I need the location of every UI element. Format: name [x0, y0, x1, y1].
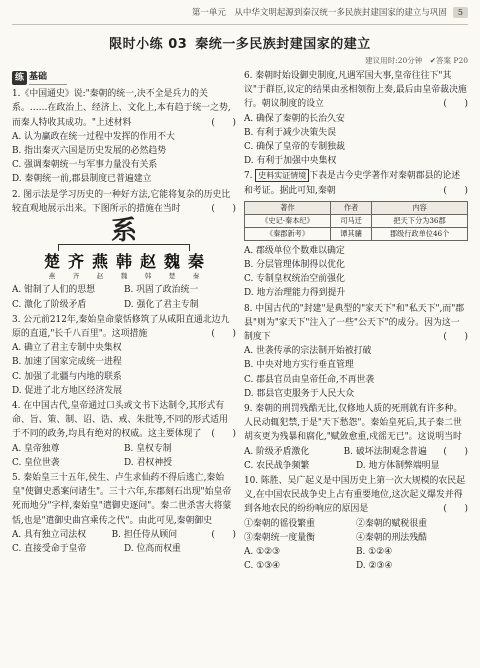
table-row — [245, 214, 468, 227]
q7-option-c[interactable]: C. 专制皇权统治空前强化 — [244, 274, 345, 285]
q10-item-2: ②秦朝的赋税很重 — [356, 518, 427, 529]
character-state-labels — [12, 269, 236, 283]
q1-option-b[interactable]: B. 指出秦灭六国是历史发展的必然趋势 — [12, 146, 167, 157]
q10-option-c[interactable]: C. ①③④ — [244, 561, 280, 572]
q2-options-row2 — [12, 298, 236, 312]
q3-option-c[interactable]: C. 加强了北疆与内地的联系 — [12, 371, 122, 382]
table-cell: 《史记·秦本纪》 — [245, 214, 331, 227]
char-variant: 楚 — [43, 252, 60, 272]
suggested-time: 建议用时:20分钟 ✔答案 P20 — [365, 56, 468, 65]
question-3 — [12, 313, 236, 398]
q3-option-b[interactable]: B. 加速了国家完成统一进程 — [12, 357, 122, 368]
q6-option-c[interactable]: C. 确保了皇帝的专制独裁 — [244, 142, 345, 153]
q10-items-row1 — [244, 517, 468, 531]
question-8 — [244, 302, 468, 401]
char-variant: 秦 — [187, 252, 204, 272]
table-header: 内容 — [372, 201, 468, 214]
question-4 — [12, 399, 236, 470]
q10-stem: 10. 陈胜、吴广起义是中国历史上第一次大规模的农民起义,在中国农民战争史上占有重要地位,这次起义爆发并得到各地农民的纷纷响应的原因是 ( ) — [244, 476, 468, 515]
q10-item-4: ④秦朝的刑法残酷 — [356, 532, 427, 543]
q4-stem: 4. 在中国古代,皇帝通过口头或文书下达制令,其形式有命、旨、策、制、诏、诰、戒、朱批等,不同的形式适用于不同的政务,均具有绝对的权威。这主要体现了 ( ) — [12, 401, 236, 440]
q7-option-b[interactable]: B. 分层管理体制得以优化 — [244, 260, 345, 271]
q10-item-1: ①秦朝的徭役繁重 — [244, 518, 315, 529]
q5-option-b[interactable]: B. 担任侍从顾问 — [111, 529, 178, 540]
question-5 — [12, 471, 236, 556]
title-part2: 秦统一多民族封建国家的建立 — [195, 37, 371, 52]
q3-stem: 3. 公元前212年,秦始皇命蒙恬修筑了从咸阳直通北边九原的直道,"长千八百里"。这项措施 ( ) — [12, 314, 236, 340]
q8-option-b[interactable]: B. 中央对地方实行垂直管理 — [244, 360, 354, 371]
question-6 — [244, 69, 468, 168]
state-label: 赵 — [96, 272, 104, 281]
q10-options-row2 — [244, 559, 468, 573]
two-columns — [12, 68, 468, 574]
page-number: 5 — [453, 7, 468, 18]
question-9 — [244, 402, 468, 473]
page-title — [12, 33, 468, 52]
q8-option-d[interactable]: D. 郡县官吏服务于人民大众 — [244, 388, 355, 399]
title-part1: 限时小练 03 — [109, 37, 188, 52]
q2-option-c[interactable]: C. 激化了阶级矛盾 — [12, 299, 87, 310]
q9-option-d[interactable]: D. 地方体制弊端明显 — [356, 460, 440, 471]
q2-stem: 2. 图示法是学习历史的一种好方法,它能将复杂的历史比较直观地展示出来。下图所示的措施在当时 ( ) — [12, 189, 236, 214]
state-label: 韩 — [144, 272, 152, 281]
q1-option-d[interactable]: D. 秦朝统一前,郡县制度已普遍建立 — [12, 174, 152, 185]
left-column — [12, 68, 236, 574]
table-cell: 谭其骧 — [330, 227, 371, 240]
q7-option-a[interactable]: A. 郡级单位个数难以确定 — [244, 245, 345, 256]
q7-option-d[interactable]: D. 地方治理能力得到提升 — [244, 288, 346, 299]
state-label: 魏 — [120, 272, 128, 281]
q1-stem: 1.《中国通史》说:"秦朝的统一,决不全是兵力的关系。……在政治上、经济上、文化上,本有趋于统一之势,而秦人特收其成功。"上述材料 ( ) — [12, 89, 236, 128]
q10-option-a[interactable]: A. ①②③ — [244, 547, 280, 558]
section-label: 基础 — [29, 70, 67, 85]
q5-option-d[interactable]: D. 位高而权重 — [124, 544, 181, 555]
char-variant: 魏 — [163, 252, 180, 272]
q5-stem: 5. 秦始皇三十五年,侯生、卢生求仙药不得后逃亡,秦始皇"使御史悉案问诸生"。三十六年,东郡刻石出现"始皇帝死而地分"字样,秦始皇"遣御史逐问"。秦二世杀害大将蒙恬,也是"遣御史曲宫乘传之代"。由此可见,秦朝御史 ( ) — [12, 473, 236, 540]
section-basic — [12, 70, 236, 85]
q5-options-row2 — [12, 542, 236, 556]
header-text: 第一单元 从中华文明起源到秦汉统一多民族封建国家的建立与巩固 — [191, 8, 447, 18]
q10-option-d[interactable]: D. ②③④ — [356, 561, 393, 572]
char-variant: 赵 — [139, 252, 156, 272]
question-1 — [12, 87, 236, 186]
char-variant: 燕 — [91, 252, 108, 272]
q4-option-b[interactable]: B. 皇权专制 — [124, 443, 172, 454]
state-label: 燕 — [48, 272, 56, 281]
table-cell: 《秦郡新考》 — [245, 227, 331, 240]
q8-option-a[interactable]: A. 世袭传承的宗法制开始被打破 — [244, 346, 372, 357]
q6-option-b[interactable]: B. 有利于减少决策失误 — [244, 127, 337, 138]
question-10 — [244, 474, 468, 573]
question-2 — [12, 188, 236, 312]
source-table — [244, 201, 468, 241]
q8-stem: 8. 中国古代的"封建"是典型的"家天下"和"私天下",而"郡县"则为"家天下"注入了一些"公天下"的成分。因为这一制度下 ( ) — [244, 303, 468, 343]
state-label: 秦 — [192, 272, 200, 281]
q2-option-b[interactable]: B. 巩固了政治统一 — [124, 285, 199, 296]
table-cell: 把天下分为36郡 — [372, 214, 468, 227]
q9-options-row1 — [244, 445, 443, 459]
right-column — [244, 68, 468, 574]
q4-option-c[interactable]: C. 皇位世袭 — [12, 457, 60, 468]
char-variant: 齐 — [67, 252, 84, 272]
q6-option-a[interactable]: A. 确保了秦朝的长治久安 — [244, 113, 345, 124]
state-label: 齐 — [72, 272, 80, 281]
q2-options-row1 — [12, 283, 236, 297]
q3-option-a[interactable]: A. 确立了君主专制中央集权 — [12, 343, 122, 354]
running-header — [12, 0, 468, 25]
practice-icon: 练 — [12, 71, 27, 85]
character-variants — [12, 252, 236, 272]
q9-options-row2 — [244, 459, 468, 473]
unified-character-figure: 系 — [110, 216, 137, 247]
q2-option-a[interactable]: A. 钳制了人们的思想 — [12, 285, 96, 296]
q4-option-a[interactable]: A. 皇帝独尊 — [12, 443, 60, 454]
q10-item-3: ③秦朝统一度量衡 — [244, 532, 315, 543]
q4-options-row2 — [12, 456, 236, 470]
q9-option-c[interactable]: C. 农民战争频繁 — [244, 460, 310, 471]
q9-option-b[interactable]: B. 破坏法制观念普遍 — [343, 446, 427, 457]
q4-option-d[interactable]: D. 君权神授 — [124, 457, 172, 468]
q1-option-a[interactable]: A. 认为赢政在统一过程中发挥的作用不大 — [12, 131, 175, 142]
char-variant: 韩 — [115, 252, 132, 272]
q10-options-row1 — [244, 545, 468, 559]
q9-stem: 9. 秦朝的刑罚残酷无比,仅修地人质的死刑就有许多种。人民动辄犯禁,于是"天下愁怨"。秦始皇死后,其子秦二世胡亥更为残暴和腐化,"赋敛愈重,戍徭无已"。这说明当时 ( ) — [244, 404, 468, 457]
table-header-row — [245, 201, 468, 214]
question-7 — [244, 169, 468, 300]
q7-stem: 7. 史料实证情境 下表是古今史学著作对秦朝郡县的论述和考证。据此可知,秦朝 ( ) — [244, 171, 468, 196]
q5-options-row1 — [12, 528, 211, 542]
q5-option-a[interactable]: A. 具有独立司法权 — [12, 529, 87, 540]
q6-stem: 6. 秦朝时始设御史制度,凡遇军国大事,皇帝往往下"其议"于群臣,议定的结果由丞相领衔上奏,最后由皇帝裁决施行。朝议制度的设立 ( ) — [244, 71, 468, 110]
table-header: 作者 — [330, 201, 371, 214]
table-header: 著作 — [245, 201, 331, 214]
q5-option-c[interactable]: C. 直接受命于皇帝 — [12, 544, 87, 555]
table-row — [245, 227, 468, 240]
q8-option-c[interactable]: C. 郡县官员由皇帝任命,不再世袭 — [244, 374, 375, 385]
q1-option-c[interactable]: C. 强调秦朝统一与军事力量没有关系 — [12, 160, 158, 171]
q6-option-d[interactable]: D. 有利于加强中央集权 — [244, 156, 337, 167]
state-label: 楚 — [168, 272, 176, 281]
context-tag: 史料实证情境 — [255, 169, 309, 182]
q9-option-a[interactable]: A. 阶级矛盾激化 — [244, 446, 310, 457]
q10-items-row2 — [244, 531, 468, 545]
q4-options-row1 — [12, 442, 236, 456]
table-cell: 郡级行政单位46个 — [372, 227, 468, 240]
q10-option-b[interactable]: B. ①②④ — [356, 547, 393, 558]
q3-option-d[interactable]: D. 促进了北方地区经济发展 — [12, 385, 123, 396]
q2-option-d[interactable]: D. 强化了君主专制 — [124, 299, 199, 310]
table-cell: 司马迁 — [330, 214, 371, 227]
